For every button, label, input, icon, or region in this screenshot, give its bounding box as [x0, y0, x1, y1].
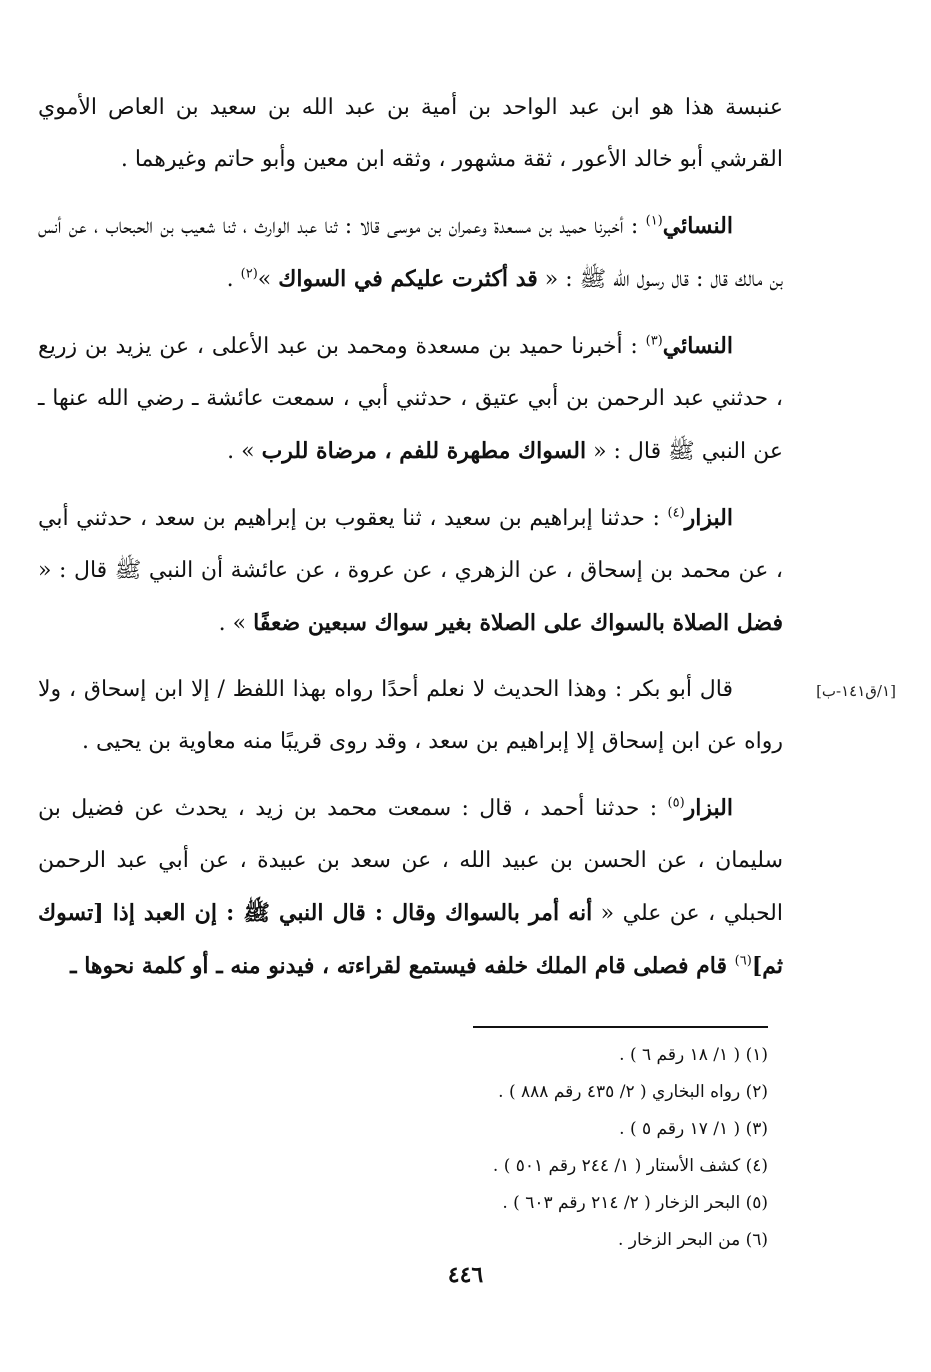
footnote-item: (١) ( ١/ ١٨ رقم ٦ ) . [619, 1045, 768, 1065]
paragraph-6 [38, 782, 783, 993]
footnote-item: (٢) رواه البخاري ( ٢/ ٤٣٥ رقم ٨٨٨ ) . [498, 1082, 768, 1102]
paragraph-text: : حدثنا أحمد ، قال : سمعت محمد بن زيد ، يحدث عن فضيل بن سليمان ، عن الحسن بن عبيد الله ، عن سعد بن عبيدة ، عن أبي عبد الرحمن الحبلي ، عن علي « [38, 796, 783, 926]
footnote-ref: (٢) [240, 266, 258, 282]
footnote-ref: (١) [645, 213, 663, 229]
sentence-end: . [226, 267, 241, 292]
paragraph-5 [38, 664, 783, 768]
quote-close: » . [218, 611, 254, 636]
source-name: البزار [684, 795, 733, 821]
manuscript-folio-note: [١/ق١٤١-ب] [816, 682, 896, 700]
paragraph-text: قال أبو بكر : وهذا الحديث لا نعلم أحدًا رواه بهذا اللفظ / إلا ابن إسحاق ، ولا رواه عن ابن إسحاق إلا إبراهيم بن سعد ، وقد روى قريبًا منه معاوية بن يحيى . [38, 677, 783, 754]
source-name: النسائي [662, 213, 733, 239]
footnote-ref: (٦) [734, 953, 752, 969]
paragraph-3 [38, 320, 783, 478]
main-text [38, 82, 783, 1007]
paragraph-text: : أخبرنا حميد بن مسعدة ومحمد بن عبد الأعلى ، عن يزيد بن زريع ، حدثني عبد الرحمن بن أبي عتيق ، حدثني أبي ، سمعت عائشة ـ رضي الله عنها ـ عن النبي ﷺ قال : « [38, 334, 783, 464]
hadith-text: أنه أمر بالسواك وقال : قال النبي ﷺ : إن العبد إذا [تسوك ثم] [38, 900, 783, 979]
footnote-item: (٤) كشف الأستار ( ١/ ٢٤٤ رقم ٥٠١ ) . [492, 1156, 768, 1176]
page-number: ٤٤٦ [447, 1262, 484, 1288]
footnote-item: (٦) من البحر الزخار . [617, 1230, 768, 1250]
paragraph-text: : أخبرنا حميد بن مسعدة وعمران بن موسى قالا : ثنا عبد الوارث ، ثنا شعيب بن الحبحاب ، عن أنس بن مالك قال : قال رسول الله ﷺ : « [38, 214, 783, 292]
footnotes [300, 1037, 768, 1259]
paragraph-2 [38, 200, 783, 306]
footnote-divider [473, 1026, 768, 1028]
source-name: البزار [684, 505, 733, 531]
footnote-item: (٣) ( ١/ ١٧ رقم ٥ ) . [619, 1119, 768, 1139]
footnote-item: (٥) البحر الزخار ( ٢/ ٢١٤ رقم ٦٠٣ ) . [502, 1193, 768, 1213]
paragraph-text: عنبسة هذا هو ابن عبد الواحد بن أمية بن عبد الله بن سعيد بن العاص الأموي القرشي أبو خالد الأعور ، ثقة مشهور ، وثقه ابن معين وأبو حاتم وغيرهما . [38, 95, 783, 172]
quote-close: » . [227, 439, 262, 464]
footnote-ref: (٤) [667, 505, 685, 521]
paragraph-text: : حدثنا إبراهيم بن سعيد ، ثنا يعقوب بن إبراهيم بن سعد ، حدثني أبي ، عن محمد بن إسحاق ، عن الزهري ، عن عروة ، عن عائشة أن النبي ﷺ قال : « [38, 506, 783, 583]
hadith-text: قد أكثرت عليكم في السواك [278, 266, 538, 292]
hadith-text: فضل الصلاة بالسواك على الصلاة بغير سواك سبعين ضعفًا [253, 610, 783, 636]
source-name: النسائي [662, 333, 733, 359]
paragraph-1 [38, 82, 783, 186]
paragraph-4 [38, 492, 783, 650]
hadith-text: السواك مطهرة للفم ، مرضاة للرب [261, 438, 587, 464]
quote-close: » [257, 267, 279, 292]
footnote-ref: (٣) [645, 333, 663, 349]
hadith-text-continued: قام فصلى قام الملك خلفه فيستمع لقراءته ، فيدنو منه ـ أو كلمة نحوها ـ [70, 953, 735, 979]
footnote-ref: (٥) [667, 795, 685, 811]
